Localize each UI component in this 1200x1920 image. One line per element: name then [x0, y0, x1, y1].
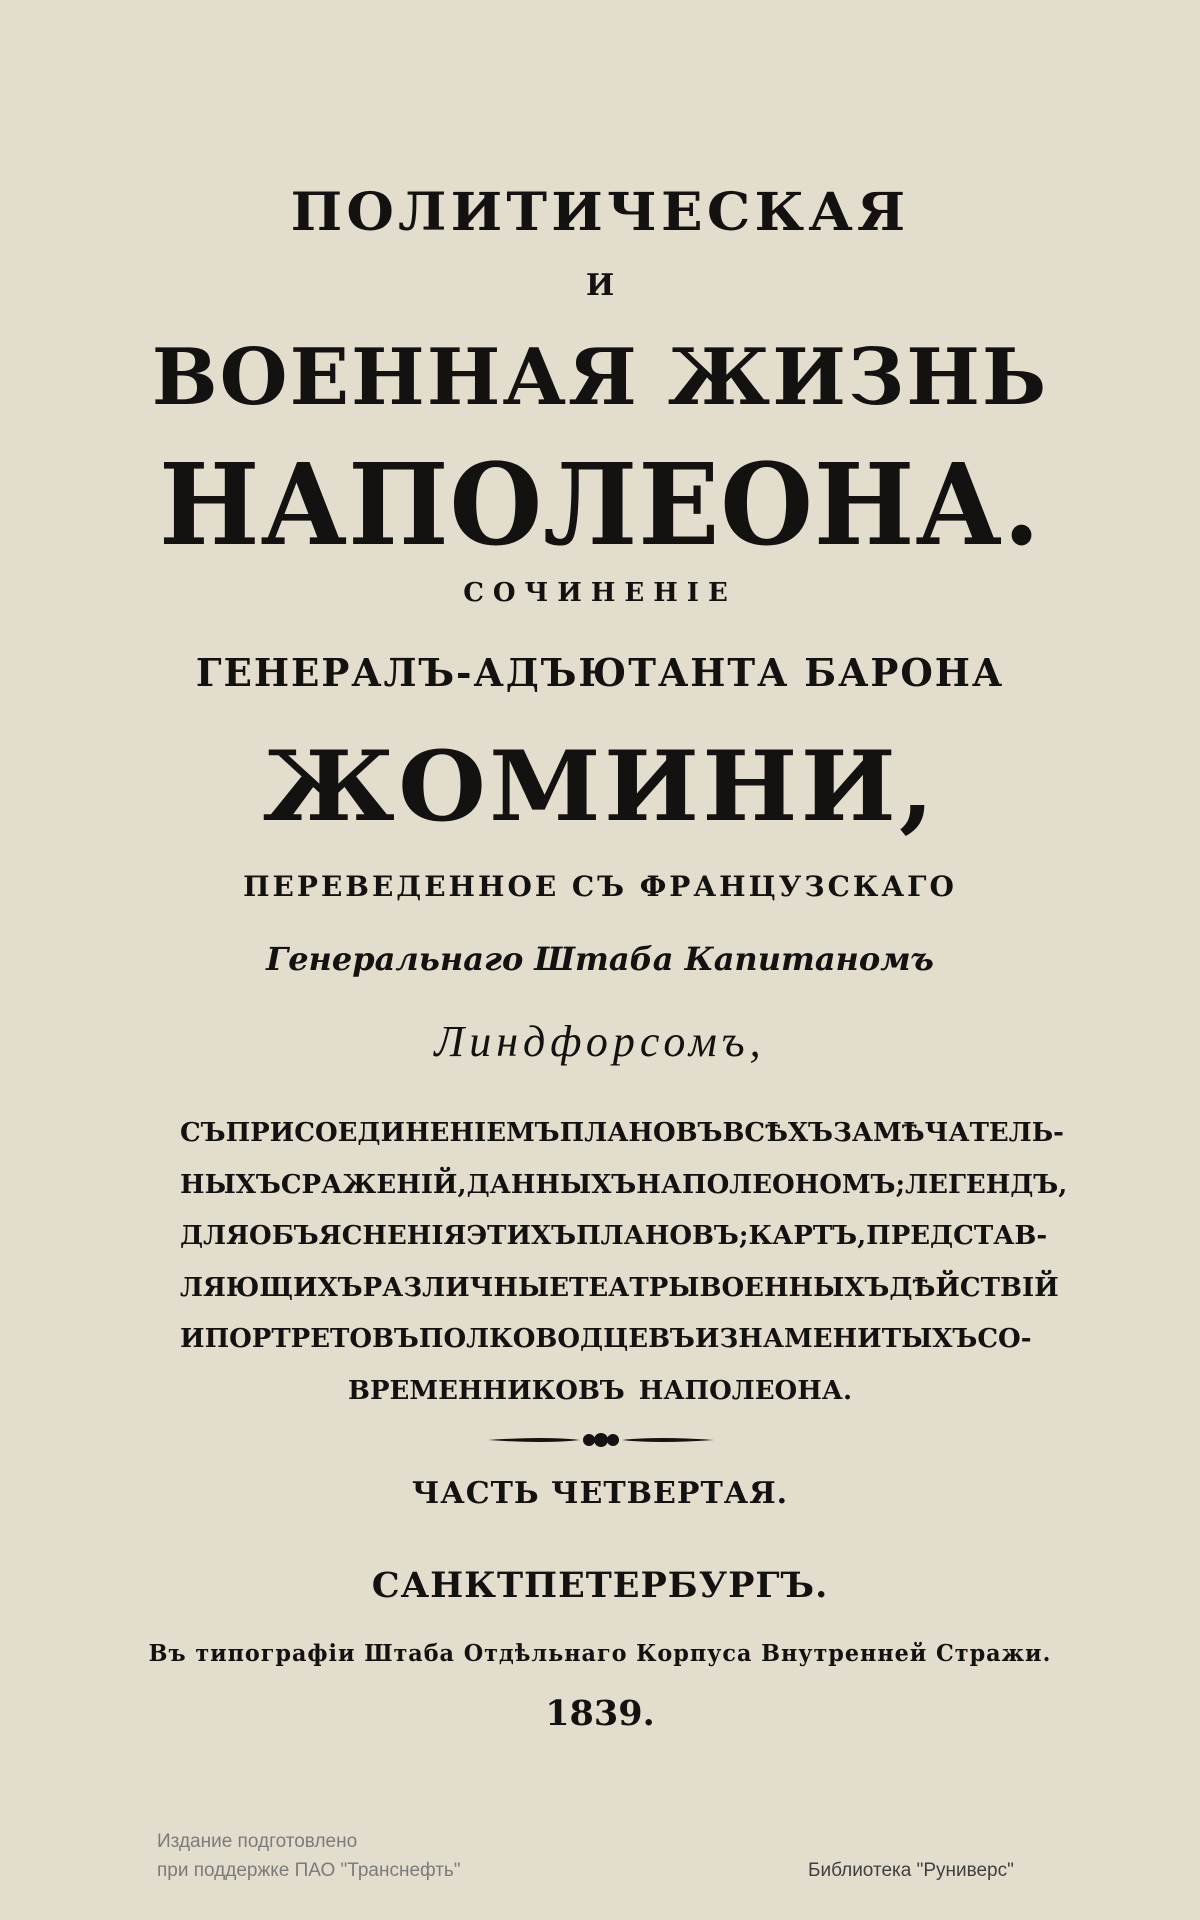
sponsor-note	[157, 1827, 461, 1885]
description-line	[180, 1160, 1068, 1212]
description-word: РАЗЛИЧНЫЕ	[362, 1272, 570, 1303]
description-paragraph	[180, 1108, 1068, 1417]
description-word: ДАННЫХЪ	[466, 1169, 637, 1200]
description-word: ЛЯЮЩИХЪ	[180, 1272, 363, 1303]
author-name: ЖОМИНИ,	[262, 730, 938, 843]
description-word: ПЛАНОВЪ;	[576, 1221, 749, 1251]
description-word: ЗНАМЕНИТЫХЪ	[719, 1324, 978, 1354]
description-line	[180, 1108, 1064, 1160]
description-word: СЪ	[180, 1118, 226, 1148]
translator-rank: Генеральнаго Штаба Капитаномъ	[266, 940, 934, 978]
description-word: НЫХЪ	[180, 1169, 281, 1200]
description-word: НАПОЛЕОНА.	[638, 1375, 852, 1406]
description-word: ПЛАНОВЪ	[559, 1118, 723, 1148]
publication-year: 1839.	[545, 1693, 655, 1734]
description-word: ПРИСОЕДИНЕНІЕМЪ	[225, 1118, 560, 1148]
description-word: КАРТЪ,	[748, 1221, 867, 1251]
title-line-general-adjutant: ГЕНЕРАЛЪ-АДЪЮТАНТА БАРОНА	[195, 650, 1005, 695]
description-word: И	[694, 1324, 720, 1354]
part-number: ЧАСТЬ ЧЕТВЕРТАЯ.	[411, 1476, 789, 1511]
description-word: СРАЖЕНІЙ,	[280, 1169, 467, 1200]
description-word: И	[180, 1324, 205, 1354]
description-word: ПОЛКОВОДЦЕВЪ	[418, 1324, 695, 1354]
description-word: ОБЪЯСНЕНІЯ	[249, 1221, 467, 1251]
description-line	[180, 1211, 1048, 1263]
description-word: ПРЕДСТАВ-	[866, 1221, 1048, 1251]
translated-from-french: ПЕРЕВЕДЕННОЕ СЪ ФРАНЦУЗСКАГО	[243, 870, 957, 903]
description-word: СО-	[977, 1324, 1032, 1354]
description-line	[180, 1366, 1020, 1418]
translator-name: Линдфорсомъ,	[434, 1017, 766, 1066]
description-word: ДЛЯ	[180, 1221, 250, 1251]
description-word: ЛЕГЕНДЪ,	[905, 1169, 1068, 1200]
description-line	[180, 1314, 1032, 1366]
description-word: ЭТИХЪ	[466, 1221, 577, 1251]
library-name: Библиотека "Руниверс"	[808, 1860, 1014, 1881]
description-word: НАПОЛЕОНОМЪ;	[636, 1169, 906, 1200]
title-line-political: ПОЛИТИЧЕСКАЯ	[290, 182, 910, 243]
sponsor-note-line1: Издание подготовлено	[157, 1831, 358, 1852]
description-word: ВРЕМЕННИКОВЪ	[348, 1375, 625, 1406]
title-line-military-life: ВОЕННАЯ ЖИЗНЬ	[151, 332, 1049, 423]
title-line-composition: СОЧИНЕНІЕ	[463, 578, 737, 608]
title-line-and: И	[585, 268, 615, 303]
description-word: ВСѢХЪ	[722, 1118, 834, 1148]
description-word: ТЕАТРЫ	[569, 1272, 700, 1303]
city: САНКТПЕТЕРБУРГЪ.	[371, 1565, 829, 1606]
description-word: ЗАМѢЧАТЕЛЬ-	[833, 1118, 1064, 1148]
description-word: ПОРТРЕТОВЪ	[204, 1324, 419, 1354]
ornament-divider	[486, 1428, 716, 1452]
description-line	[180, 1263, 1059, 1315]
description-word: ВОЕННЫХЪ	[699, 1272, 890, 1303]
sponsor-note-line2: при поддержке ПАО "Транснефть"	[157, 1860, 461, 1881]
title-line-napoleon: НАПОЛЕОНА.	[159, 440, 1041, 571]
description-word: ДѢЙСТВІЙ	[889, 1272, 1059, 1303]
printer-imprint: Въ типографіи Штаба Отдѣльнаго Корпуса Внутренней Стражи.	[148, 1640, 1052, 1667]
